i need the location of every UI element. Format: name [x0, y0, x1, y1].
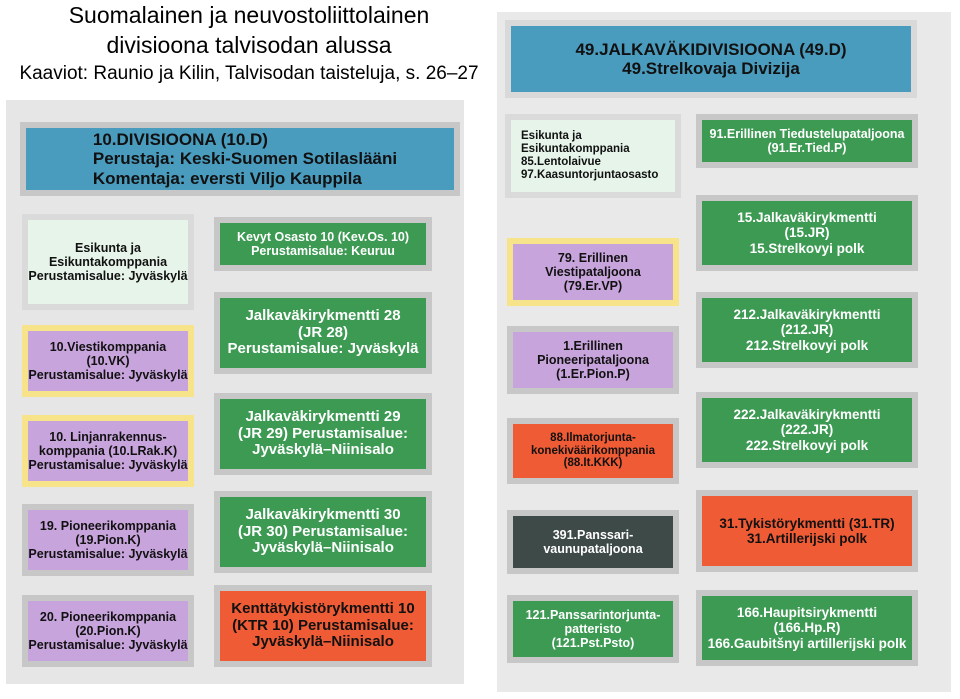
- soviet-1pion-box: 1.Erillinen Pioneeripataljoona (1.Er.Pion.P): [507, 326, 679, 394]
- soviet-166hp-box: 166.Haupitsirykmentti (166.Hp.R) 166.Gaubitšnyi artillerijski polk: [696, 590, 918, 666]
- finnish-kevos10-box: Kevyt Osasto 10 (Kev.Os. 10) Perustamisalue: Keuruu: [214, 217, 432, 271]
- finnish-jr30-box: Jalkaväkirykmentti 30 (JR 30) Perustamisalue: Jyväskylä–Niinisalo: [214, 491, 432, 573]
- finnish-10lrak-box: 10. Linjanrakennus- komppania (10.LRak.K) Perustamisalue: Jyväskylä: [22, 415, 194, 487]
- finnish-jr28-box: Jalkaväkirykmentti 28 (JR 28) Perustamisalue: Jyväskylä: [214, 292, 432, 374]
- finnish-jr29-box: Jalkaväkirykmentti 29 (JR 29) Perustamisalue: Jyväskylä–Niinisalo: [214, 393, 432, 475]
- finnish-20pion-box: 20. Pioneerikomppania (20.Pion.K) Perustamisalue: Jyväskylä: [22, 595, 194, 667]
- finnish-19pion-box: 19. Pioneerikomppania (19.Pion.K) Perustamisalue: Jyväskylä: [22, 504, 194, 576]
- soviet-212jr-box: 212.Jalkaväkirykmentti (212.JR) 212.Strelkovyi polk: [696, 292, 918, 368]
- soviet-31tr-box: 31.Tykistörykmentti (31.TR) 31.Artillerijski polk: [696, 490, 918, 572]
- soviet-391pans-box: 391.Panssari- vaunupataljoona: [507, 510, 679, 574]
- finnish-ktr10-box: Kenttätykistörykmentti 10 (KTR 10) Perustamisalue: Jyväskylä–Niinisalo: [214, 585, 432, 667]
- slide-title-line1: Suomalainen ja neuvostoliittolainen: [68, 2, 430, 28]
- soviet-91tied-box: 91.Erillinen Tiedustelupataljoona (91.Er.Tied.P): [696, 114, 918, 168]
- finnish-hq-box: Esikunta ja Esikuntakomppania Perustamisalue: Jyväskylä: [22, 214, 194, 310]
- soviet-division-title-box: 49.JALKAVÄKIDIVISIOONA (49.D) 49.Strelkovaja Divizija: [505, 20, 917, 98]
- soviet-79vp-box: 79. Erillinen Viestipataljoona (79.Er.VP): [507, 238, 679, 306]
- soviet-88kkk-box: 88.Ilmatorjunta- konekiväärikomppania (88.It.KKK): [507, 418, 679, 484]
- finnish-division-title-box: 10.DIVISIOONA (10.D) Perustaja: Keski-Suomen Sotilaslääni Komentaja: eversti Viljo Kauppila: [20, 122, 460, 196]
- soviet-15jr-box: 15.Jalkaväkirykmentti (15.JR) 15.Strelkovyi polk: [696, 195, 918, 271]
- slide-title-line2: divisioona talvisodan alussa: [106, 32, 392, 58]
- soviet-121pst-box: 121.Panssarintorjunta- patteristo (121.Pst.Psto): [507, 595, 679, 663]
- slide-source-caption: Kaaviot: Raunio ja Kilin, Talvisodan taisteluja, s. 26–27: [19, 63, 479, 84]
- soviet-222jr-box: 222.Jalkaväkirykmentti (222.JR) 222.Strelkovyi polk: [696, 392, 918, 468]
- soviet-hq-box: Esikunta ja Esikuntakomppania 85.Lentolaivue 97.Kaasuntorjuntaosasto: [505, 114, 681, 198]
- finnish-10vk-box: 10.Viestikomppania (10.VK) Perustamisalue: Jyväskylä: [22, 325, 194, 397]
